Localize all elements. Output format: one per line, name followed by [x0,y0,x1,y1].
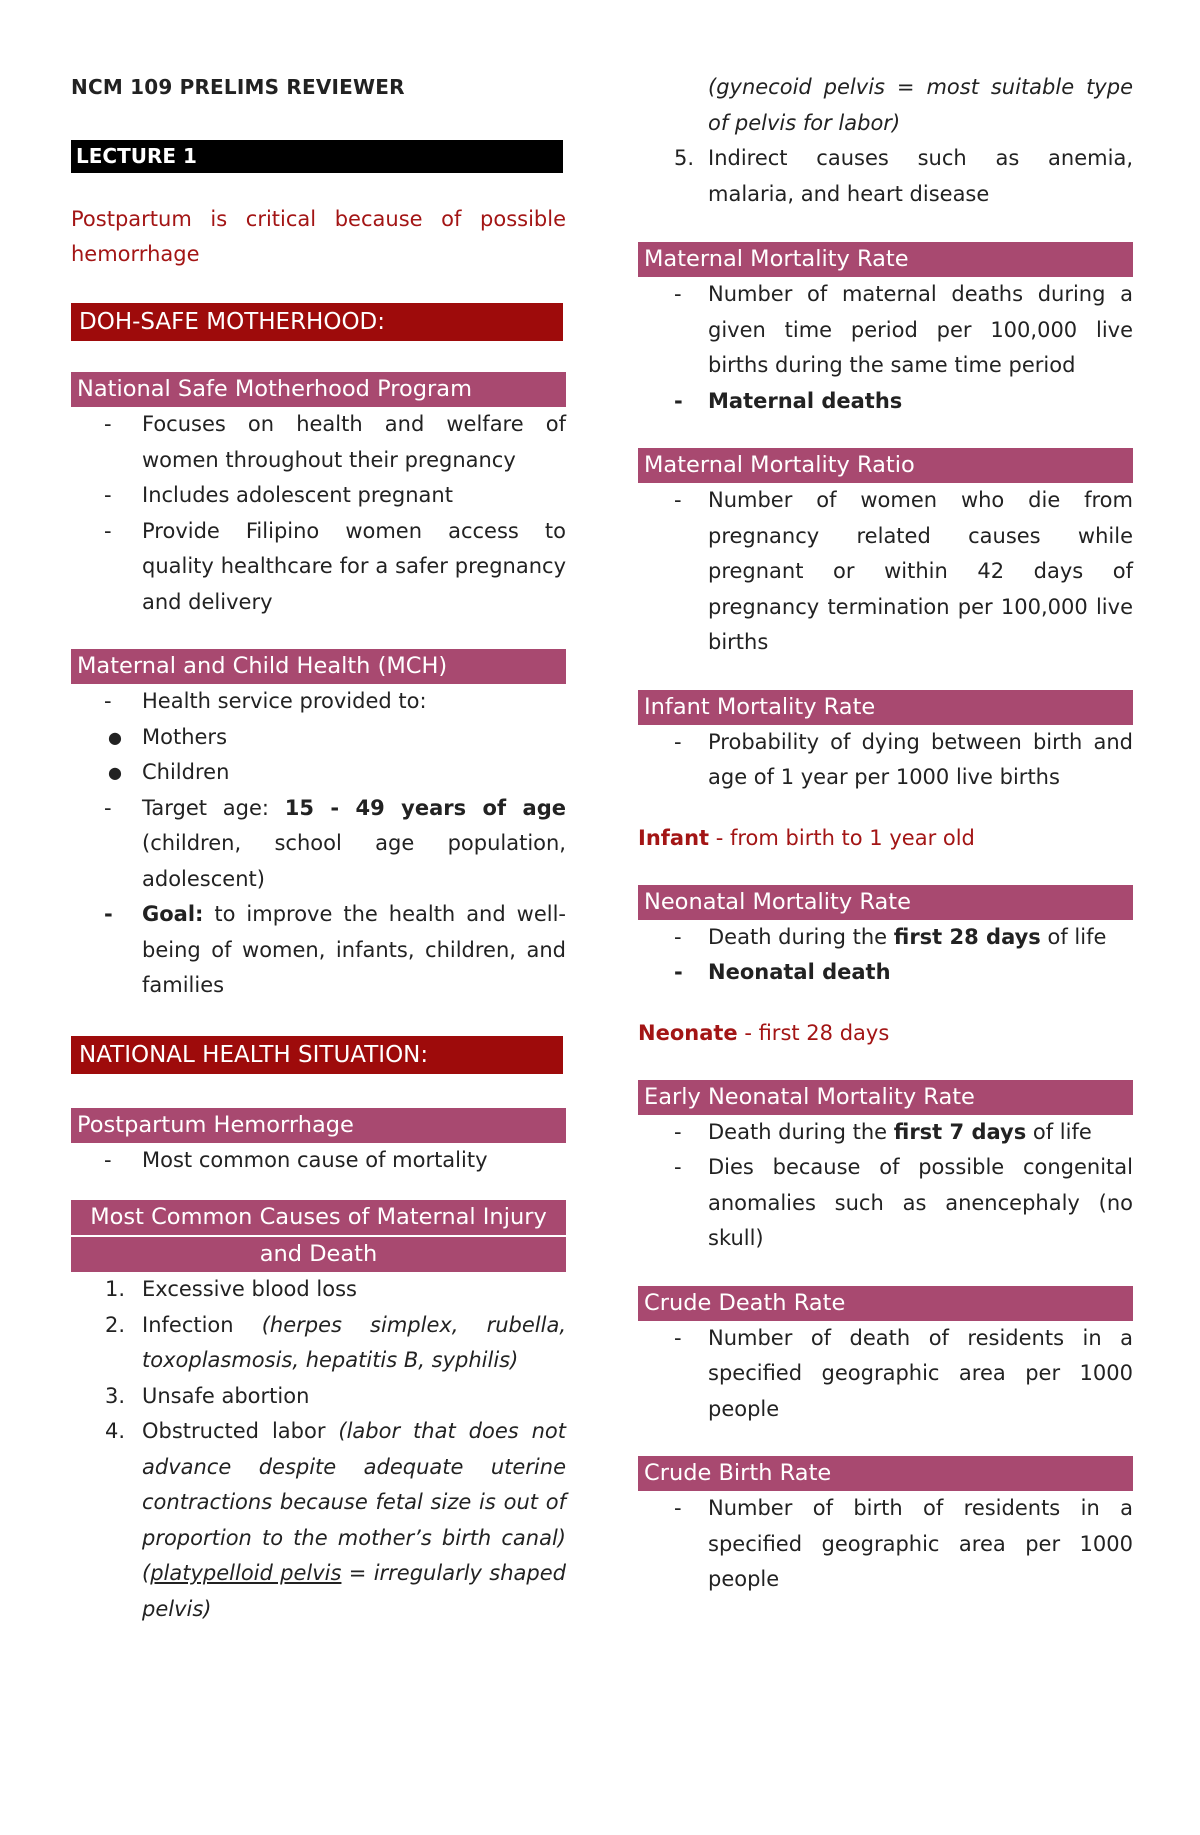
list-item: - Number of death of residents in a specified geographic area per 1000 people [674,1325,1133,1421]
imr-list [638,725,1133,796]
list-item: - Focuses on health and welfare of women throughout their pregnancy [104,412,566,472]
mch-heading: Maternal and Child Health (MCH) [71,649,566,684]
causes-heading-line2: and Death [71,1237,566,1272]
list-item: - Probability of dying between birth and age of 1 year per 1000 live births [674,729,1133,789]
causes-list [71,1272,566,1627]
mch-list [71,684,566,1004]
enmr-heading: Early Neonatal Mortality Rate [638,1080,1133,1115]
mmr-heading: Maternal Mortality Rate [638,242,1133,277]
infant-definition: Infant - from birth to 1 year old [638,825,975,850]
nmr-heading: Neonatal Mortality Rate [638,885,1133,920]
cdr-heading: Crude Death Rate [638,1286,1133,1321]
neonate-definition: Neonate - first 28 days [638,1020,890,1045]
lecture-label: LECTURE 1 [71,140,563,173]
list-item: 1. Excessive blood loss [105,1277,357,1301]
cbr-heading: Crude Birth Rate [638,1456,1133,1491]
list-item: (gynecoid pelvis = most suitable type of pelvis for labor) [708,75,1133,135]
mmratio-heading: Maternal Mortality Ratio [638,448,1133,483]
intro-text: Postpartum is critical because of possible hemorrhage [71,207,566,266]
list-item: - Target age: 15 - 49 years of age (children, school age population, adolescent) [104,795,566,891]
list-item: - Provide Filipino women access to quality healthcare for a safer pregnancy and delivery [104,518,566,614]
document-title: NCM 109 PRELIMS REVIEWER [71,75,405,99]
safe-motherhood-heading: DOH-SAFE MOTHERHOOD: [71,303,563,341]
list-item: - Death during the first 7 days of life [674,1119,1092,1144]
right-column [638,70,1133,1598]
nsmp-heading: National Safe Motherhood Program [71,372,566,407]
list-item: 2. Infection (herpes simplex, rubella, toxoplasmosis, hepatitis B, syphilis) [105,1312,566,1372]
list-item: - Goal: to improve the health and well-being of women, infants, children, and families [104,902,566,997]
pph-list [71,1143,566,1179]
pph-heading: Postpartum Hemorrhage [71,1108,566,1143]
list-item: - Maternal deaths [674,388,903,413]
causes-list-continued [638,70,1133,212]
list-item: ● Children [108,760,230,784]
list-item: - Death during the first 28 days of life [674,924,1107,949]
list-item: - Includes adolescent pregnant [104,483,453,507]
list-item: 5. Indirect causes such as anemia, malaria, and heart disease [674,146,1133,206]
nmr-list [638,920,1133,991]
list-item: - Most common cause of mortality [104,1147,488,1172]
list-item: ● Mothers [108,724,228,749]
list-item: - Number of maternal deaths during a given time period per 100,000 live births during the same time period [674,282,1133,377]
national-health-heading: NATIONAL HEALTH SITUATION: [71,1036,563,1074]
imr-heading: Infant Mortality Rate [638,690,1133,725]
enmr-list [638,1115,1133,1257]
cbr-list [638,1491,1133,1598]
list-item: - Dies because of possible congenital anomalies such as anencephaly (no skull) [674,1155,1133,1250]
list-item: - Neonatal death [674,960,891,984]
mmratio-list [638,483,1133,661]
nsmp-list [71,407,566,620]
mmr-list [638,277,1133,419]
list-item: - Health service provided to: [104,689,427,713]
left-column [71,70,566,1627]
causes-heading-line1: Most Common Causes of Maternal Injury [71,1200,566,1235]
cdr-list [638,1321,1133,1428]
list-item: - Number of birth of residents in a specified geographic area per 1000 people [674,1496,1133,1591]
list-item: - Number of women who die from pregnancy related causes while pregnant or within 42 days of pregnancy termination per 100,000 live births [674,488,1133,654]
list-item: 3. Unsafe abortion [105,1383,310,1408]
list-item: 4. Obstructed labor (labor that does not advance despite adequate uterine contractions because fetal size is out of proportion to the mother’s birth canal) (platypelloid pelvis = irregularly shaped pelvis) [105,1419,567,1621]
